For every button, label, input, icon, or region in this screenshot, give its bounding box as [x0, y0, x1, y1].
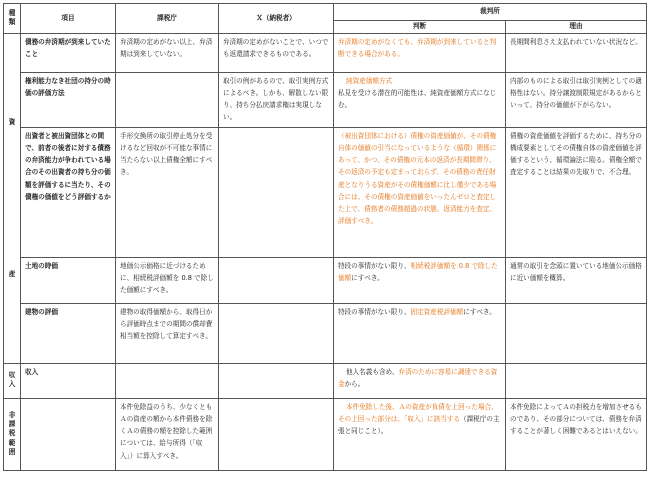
judgment-text: にすべき。 — [463, 307, 496, 316]
judgment-plain: 他人名義も含め、 — [346, 367, 399, 376]
row-land-price-taxpayer — [219, 257, 334, 303]
header-judgment: 判断 — [334, 21, 506, 34]
judgment-text: から。 — [344, 380, 365, 389]
judgment-text: （課税庁の主張と同じこと）。 — [338, 415, 500, 436]
judgment-highlight: 相続税評価額を 0.8 で除した価額 — [338, 261, 498, 283]
judgment-highlight: 固定資産税評価額 — [410, 307, 464, 316]
judgment-highlight: 弁済のために容易に調達できる資金 — [338, 367, 498, 389]
judgment-highlight: （被出資団体における）債権の資産価値が、その債権自体の価値の引当になっているような（循環）関係にあって、かつ、その債権の元本の返済が長期間滞り、その返済の予定も定まっておらず、その債務の責任財産となりうる資産がその債権価額に比し僅少である場合には、その債権の資産価値をいったんゼロと査定した上で、債務者の債務超過の状態、返済能力を査定、評価すべき。 — [338, 131, 497, 226]
category-non-taxable: 非課税範囲 — [4, 398, 21, 470]
category-assets-bottom: 産 — [8, 270, 16, 279]
row-income-reason — [506, 363, 647, 398]
row-building-item: 建物の評価 — [21, 303, 116, 363]
category-assets-top: 資 — [8, 118, 16, 127]
row-income-taxpayer — [219, 363, 334, 398]
row-building-reason — [506, 303, 647, 363]
row-building-tax-office: 建物の取得価額から、取得日から評価時点までの期間の償却費相当額を控除して算定すべき。 — [116, 303, 219, 363]
header-tax-office: 課税庁 — [116, 4, 219, 34]
row-debt-due-tax-office: 弁済期の定めがない以上、弁済期は到来していない。 — [116, 33, 219, 72]
row-claim-valuation-judgment — [334, 127, 506, 257]
row-land-price-tax-office: 地価公示価格に近づけるために、相続税評価額を 0.8 で除した価額にすべき。 — [116, 257, 219, 303]
row-non-taxable-taxpayer — [219, 398, 334, 470]
row-debt-due-taxpayer: 弁済期の定めがないことで、いつでも返還請求できるものである。 — [219, 33, 334, 72]
row-non-taxable-item — [21, 398, 116, 470]
row-income-judgment — [334, 363, 506, 398]
row-non-taxable-judgment — [334, 398, 506, 470]
judgment-plain: 特段の事情がない限り、 — [338, 261, 411, 270]
comparison-table — [3, 3, 647, 471]
judgment-highlight: 本件免除した後、Ａの資産が負債を上回った場合、その上回った部分は、「収入」に該当する — [338, 402, 498, 424]
header-reason: 理由 — [506, 21, 647, 34]
row-non-taxable-tax-office: 本件免除益のうち、少なくともＡの資産の額から本件債務を除くＡの債務の額を控除した範囲については、給与所得（「収入」）に算入すべき。 — [116, 398, 219, 470]
header-court: 裁判所 — [334, 4, 647, 21]
row-debt-due-reason: 長期間利息さえ支払われていない状況など。 — [506, 33, 647, 72]
header-category: 種類 — [4, 4, 21, 34]
row-claim-valuation-taxpayer — [219, 127, 334, 257]
row-income-tax-office — [116, 363, 219, 398]
judgment-text: 私見を受ける潜在的可能性は、純資産価額方式になじむ。 — [338, 89, 497, 110]
row-claim-valuation-tax-office: 手形交換所の取引停止処分を受けるなど回収が不可能な事情に当たらない以上債権全額にすべき。 — [116, 127, 219, 257]
judgment-highlight: 純資産価額方式 — [346, 76, 393, 85]
row-debt-due-judgment — [334, 33, 506, 72]
row-share-valuation-item: 権利能力なき社団の持分の時価の評価方法 — [21, 72, 116, 127]
row-share-valuation-judgment — [334, 72, 506, 127]
judgment-plain: 特段の事情がない限り、 — [338, 307, 411, 316]
row-building-judgment — [334, 303, 506, 363]
category-assets — [4, 33, 21, 363]
row-share-valuation-taxpayer: 取引の例があるので、取引実例方式によるべき。しかも、解散しない限り、持ち分払戻請求権は実現しない。 — [219, 72, 334, 127]
row-land-price-judgment — [334, 257, 506, 303]
row-non-taxable-reason: 本件免除によってＡの担税力を増加させるものであり、その部分については、債務を弁済することが著しく困難であるとはいえない。 — [506, 398, 647, 470]
judgment-text: にすべき。 — [351, 274, 384, 283]
row-land-price-item: 土地の時価 — [21, 257, 116, 303]
row-land-price-reason: 通常の取引を念頭に置いている地価公示価格に近い価額を概算。 — [506, 257, 647, 303]
row-claim-valuation-reason: 債権の資産価値を評価するために、持ち分の構成要素としてその債権自体の資産価値を評価するという、循環論法に陥る。債権全額で査定することは結果の先取りで、不合理。 — [506, 127, 647, 257]
header-item: 項目 — [21, 4, 116, 34]
row-income-item: 収入 — [21, 363, 116, 398]
row-share-valuation-reason: 内部のものによる取引は取引実例としての適格性はない。持分譲渡制限規定があるからといって、持分の価値が下がらない。 — [506, 72, 647, 127]
row-share-valuation-tax-office — [116, 72, 219, 127]
row-building-taxpayer — [219, 303, 334, 363]
row-debt-due-item: 債務の弁済期が到来していたこと — [21, 33, 116, 72]
header-taxpayer: Ｘ（納税者） — [219, 4, 334, 34]
category-income: 収入 — [4, 363, 21, 398]
judgment-highlight: 弁済期の定めがなくても、弁済期が到来していると判断できる場合がある。 — [338, 37, 497, 59]
row-claim-valuation-item: 出資者と被出資団体との間で、前者の後者に対する債務の弁済能力が争われている場合のその出資者の持ち分の価額を評価するに当たり、その債権の価値をどう評価するか — [21, 127, 116, 257]
